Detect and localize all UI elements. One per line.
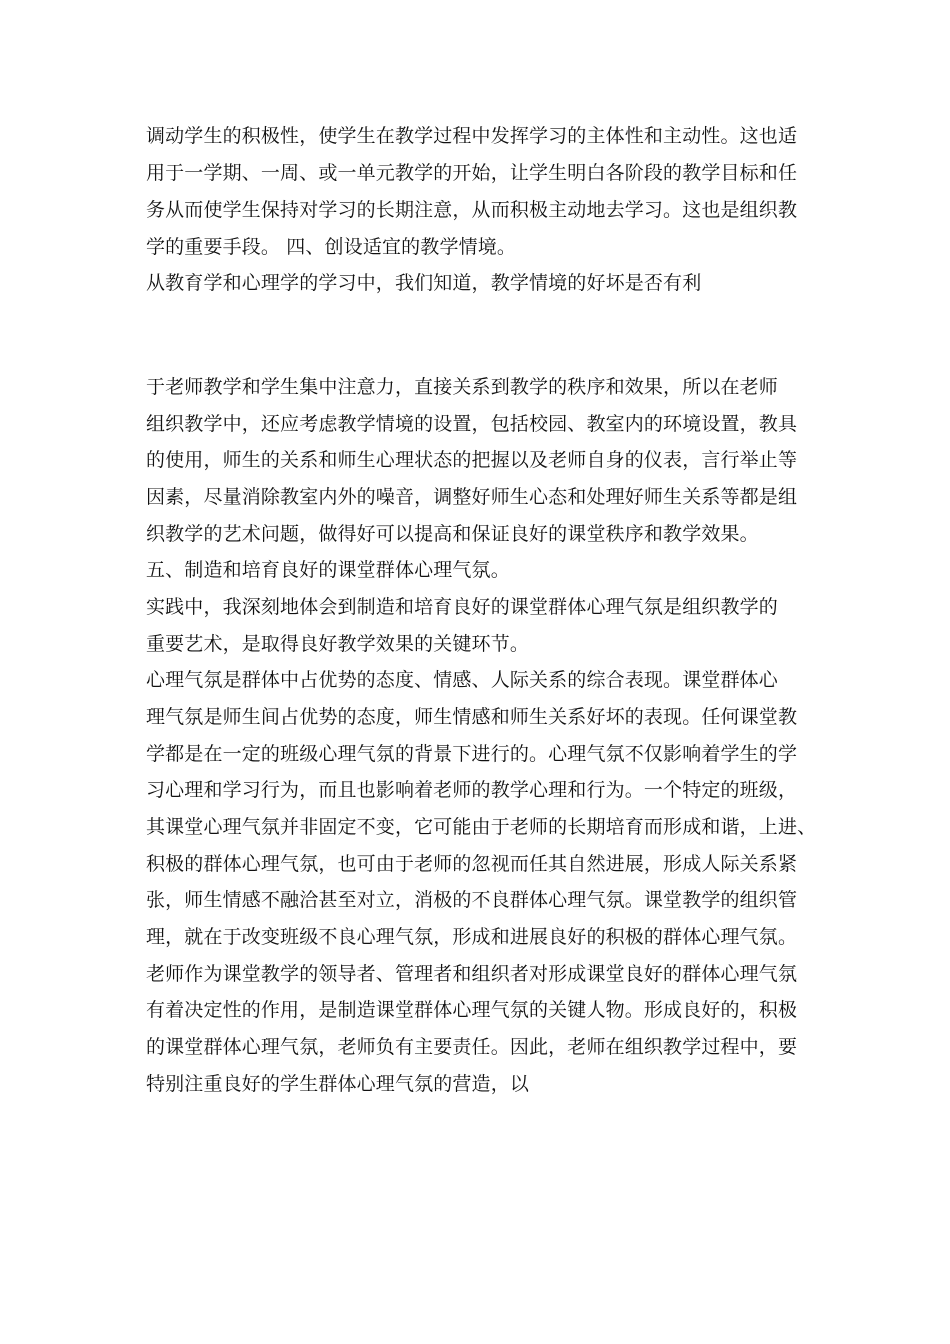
text-line: 特别注重良好的学生群体心理气氛的营造，以	[146, 1073, 530, 1095]
text-line: 的使用，师生的关系和师生心理状态的把握以及老师自身的仪表，言行举止等	[146, 449, 798, 471]
text-line: 其课堂心理气氛并非固定不变，它可能由于老师的长期培育而形成和谐，上进、	[146, 816, 817, 838]
text-line: 从教育学和心理学的学习中，我们知道，教学情境的好坏是否有利	[146, 272, 702, 294]
text-line: 老师作为课堂教学的领导者、管理者和组织者对形成课堂良好的群体心理气氛	[146, 963, 798, 985]
text-line: 实践中，我深刻地体会到制造和培育良好的课堂群体心理气氛是组织教学的	[146, 596, 778, 618]
text-line: 心理气氛是群体中占优势的态度、情感、人际关系的综合表现。课堂群体心	[146, 669, 778, 691]
text-line: 织教学的艺术问题，做得好可以提高和保证良好的课堂秩序和教学效果。	[146, 523, 759, 545]
text-line: 理气氛是师生间占优势的态度，师生情感和师生关系好坏的表现。任何课堂教	[146, 706, 798, 728]
text-line: 调动学生的积极性，使学生在教学过程中发挥学习的主体性和主动性。这也适	[146, 125, 798, 147]
text-line: 组织教学中，还应考虑教学情境的设置，包括校园、教室内的环境设置，教具	[146, 413, 798, 435]
text-line: 积极的群体心理气氛，也可由于老师的忽视而任其自然进展，形成人际关系紧	[146, 853, 798, 875]
text-line: 张，师生情感不融洽甚至对立，消极的不良群体心理气氛。课堂教学的组织管	[146, 889, 798, 911]
text-line: 理，就在于改变班级不良心理气氛，形成和进展良好的积极的群体心理气氛。	[146, 926, 798, 948]
text-line: 学都是在一定的班级心理气氛的背景下进行的。心理气氛不仅影响着学生的学	[146, 743, 798, 765]
text-line: 有着决定性的作用，是制造课堂群体心理气氛的关键人物。形成良好的，积极	[146, 999, 798, 1021]
text-line: 务从而使学生保持对学习的长期注意，从而积极主动地去学习。这也是组织教	[146, 199, 798, 221]
section-heading: 五、制造和培育良好的课堂群体心理气氛。	[146, 559, 510, 581]
text-line: 用于一学期、一周、或一单元教学的开始，让学生明白各阶段的教学目标和任	[146, 162, 798, 184]
text-line: 学的重要手段。 四、创设适宜的教学情境。	[146, 236, 517, 258]
text-line: 于老师教学和学生集中注意力，直接关系到教学的秩序和效果，所以在老师	[146, 376, 778, 398]
text-line: 习心理和学习行为，而且也影响着老师的教学心理和行为。一个特定的班级，	[146, 779, 798, 801]
text-line: 的课堂群体心理气氛，老师负有主要责任。因此，老师在组织教学过程中，要	[146, 1036, 798, 1058]
text-line: 重要艺术，是取得良好教学效果的关键环节。	[146, 633, 530, 655]
text-line: 因素，尽量消除教室内外的噪音，调整好师生心态和处理好师生关系等都是组	[146, 486, 798, 508]
